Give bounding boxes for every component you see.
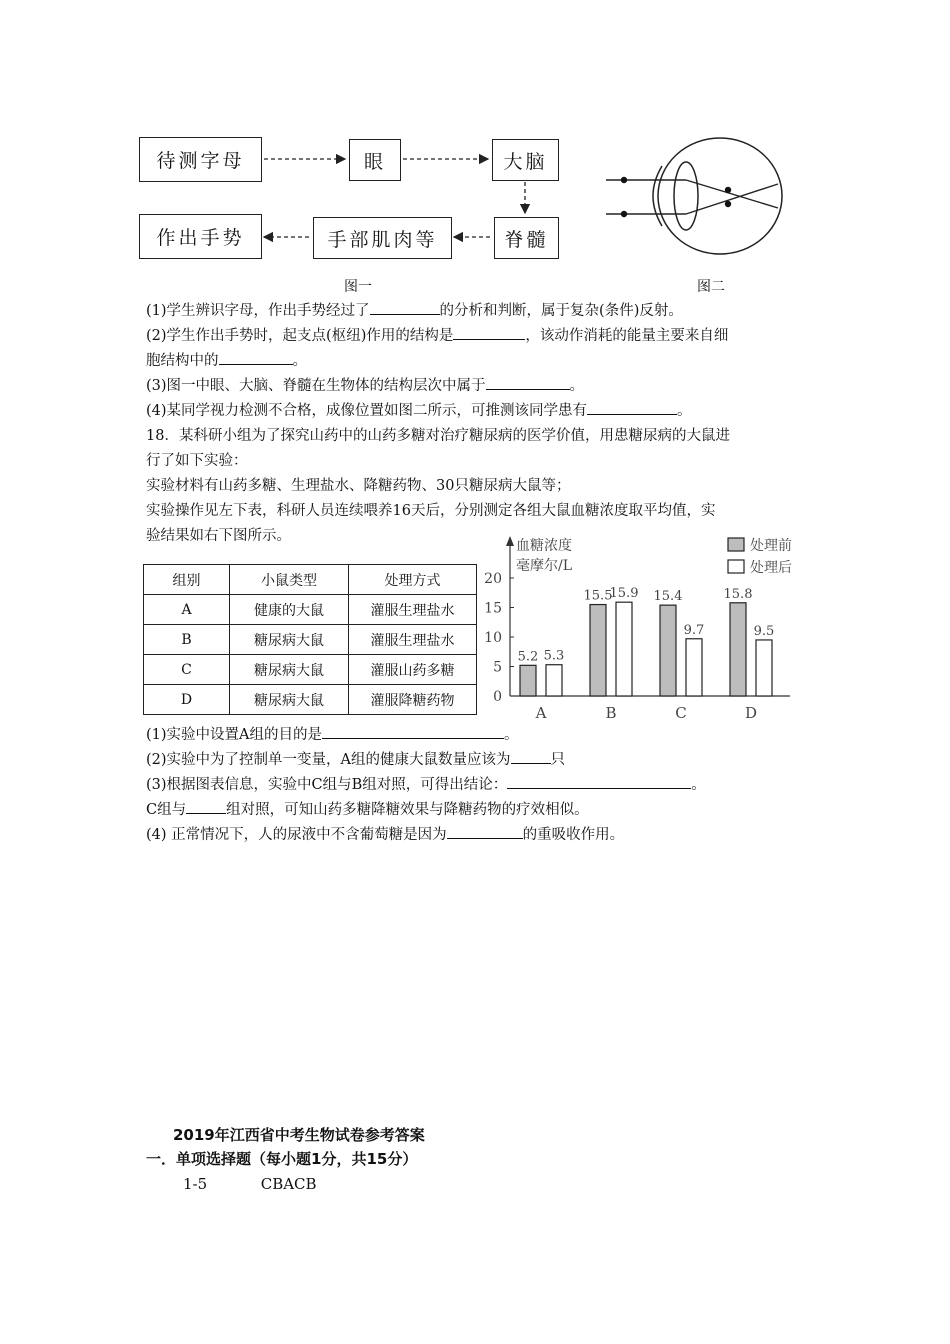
chart-bar <box>730 603 746 696</box>
box-brain: 大脑 <box>492 139 559 181</box>
chart-ylabel-line1: 血糖浓度 <box>516 538 572 554</box>
table-row <box>144 595 477 625</box>
box-eye: 眼 <box>349 139 401 181</box>
eyeball <box>658 138 782 254</box>
q17-line2: (2)学生作出手势时，起支点(枢纽)作用的结构是 ，该动作消耗的能量主要来自细 <box>146 324 728 348</box>
q18-s2: (2)实验中为了控制单一变量，A组的健康大鼠数量应该为 只 <box>146 748 565 772</box>
chart-category-label: B <box>605 704 617 722</box>
chart-y-tick-label: 0 <box>493 689 502 705</box>
q18-materials: 实验材料有山药多糖、生理盐水、降糖药物、30只糖尿病大鼠等； <box>146 478 571 494</box>
table-cell: A <box>144 595 230 625</box>
table-cell: 灌服山药多糖 <box>349 655 477 685</box>
chart-bar <box>756 640 772 696</box>
chart-bar <box>520 665 536 696</box>
q18-s1: (1)实验中设置A组的目的是 。 <box>146 723 519 747</box>
chart-data-label: 15.8 <box>723 586 753 602</box>
table-cell: 灌服生理盐水 <box>349 595 477 625</box>
table-cell: B <box>144 625 230 655</box>
box-letters: 待测字母 <box>139 137 262 182</box>
table-cell: 灌服降糖药物 <box>349 685 477 715</box>
table-cell: 糖尿病大鼠 <box>230 685 349 715</box>
box-muscle: 手部肌肉等 <box>313 217 452 259</box>
chart-data-label: 9.7 <box>683 622 705 638</box>
answers-values: CBACB <box>260 1175 317 1193</box>
q18-intro1: 18．某科研小组为了探究山药中的山药多糖对治疗糖尿病的医学价值，用患糖尿病的大鼠进 <box>146 428 730 444</box>
th-treatment: 处理方式 <box>349 565 477 595</box>
chart-ylabel-line2: 毫摩尔/L <box>516 558 573 574</box>
chart-bar <box>590 605 606 696</box>
experiment-table <box>143 564 477 715</box>
answers-title: 2019年江西省中考生物试卷参考答案 <box>173 1126 425 1144</box>
table-cell: 糖尿病大鼠 <box>230 655 349 685</box>
q18-s3: (3)根据图表信息，实验中C组与B组对照，可得出结论： 。 <box>146 773 706 797</box>
q17-line4: (3)图一中眼、大脑、脊髓在生物体的结构层次中属于 。 <box>146 374 584 398</box>
th-group: 组别 <box>144 565 230 595</box>
chart-y-tick-label: 10 <box>484 630 502 646</box>
table-cell: 灌服生理盐水 <box>349 625 477 655</box>
table-cell: 糖尿病大鼠 <box>230 625 349 655</box>
flow-arrows <box>0 0 600 270</box>
table-row <box>144 625 477 655</box>
q18-s5: (4) 正常情况下，人的尿液中不含葡萄糖是因为 的重吸收作用。 <box>146 823 624 847</box>
chart-y-tick-label: 20 <box>484 571 502 587</box>
chart-data-label: 15.5 <box>583 588 613 604</box>
chart-category-label: C <box>675 704 687 722</box>
th-type: 小鼠类型 <box>230 565 349 595</box>
chart-legend-swatch <box>728 560 744 573</box>
chart-y-axis-arrow <box>506 536 514 546</box>
ray-bottom-refracted <box>686 184 778 214</box>
q18-op2: 验结果如右下图所示。 <box>146 528 291 544</box>
chart-data-label: 15.4 <box>653 589 683 605</box>
table-cell: 健康的大鼠 <box>230 595 349 625</box>
q18-op1: 实验操作见左下表，科研人员连续喂养16天后，分别测定各组大鼠血糖浓度取平均值，实 <box>146 503 716 519</box>
lens <box>674 162 698 230</box>
table-cell: C <box>144 655 230 685</box>
table-cell: D <box>144 685 230 715</box>
q18-s4: C组与 组对照，可知山药多糖降糖效果与降糖药物的疗效相似。 <box>146 798 589 822</box>
chart-legend-label: 处理后 <box>750 560 792 576</box>
chart-data-label: 5.2 <box>517 649 539 665</box>
chart-data-label: 5.3 <box>543 648 565 664</box>
q17-line1: (1)学生辨识字母，作出手势经过了 的分析和判断，属于复杂(条件)反射。 <box>146 299 683 323</box>
box-gesture: 作出手势 <box>139 214 262 259</box>
chart-bar <box>660 605 676 696</box>
table-header-row <box>144 565 477 595</box>
chart-legend-label: 处理前 <box>750 538 792 554</box>
chart-category-label: A <box>535 704 547 722</box>
q17-line5: (4)某同学视力检测不合格，成像位置如图二所示，可推测该同学患有 。 <box>146 399 692 423</box>
table-row <box>144 685 477 715</box>
chart-bar <box>546 665 562 696</box>
q17-line3: 胞结构中的 。 <box>146 349 307 373</box>
table-row <box>144 655 477 685</box>
answers-range: 1-5 <box>183 1175 208 1193</box>
chart-data-label: 15.9 <box>609 586 639 602</box>
chart-bar <box>616 602 632 696</box>
box-spinal: 脊髓 <box>494 217 559 259</box>
blood-sugar-chart <box>470 528 820 728</box>
chart-y-tick-label: 15 <box>484 600 502 617</box>
chart-data-label: 9.5 <box>753 623 775 639</box>
chart-bar <box>686 639 702 696</box>
chart-legend-swatch <box>728 538 744 551</box>
chart-category-label: D <box>744 704 758 722</box>
figure1-caption: 图一 <box>344 279 372 295</box>
figure2-caption: 图二 <box>697 279 725 295</box>
q18-intro2: 行了如下实验： <box>146 453 248 469</box>
chart-y-tick-label: 5 <box>493 659 502 676</box>
answers-section1: 一．单项选择题（每小题1分，共15分） <box>146 1150 418 1168</box>
answers-row <box>183 1175 317 1193</box>
eye-diagram <box>600 128 800 268</box>
ray-top-refracted <box>686 180 778 208</box>
